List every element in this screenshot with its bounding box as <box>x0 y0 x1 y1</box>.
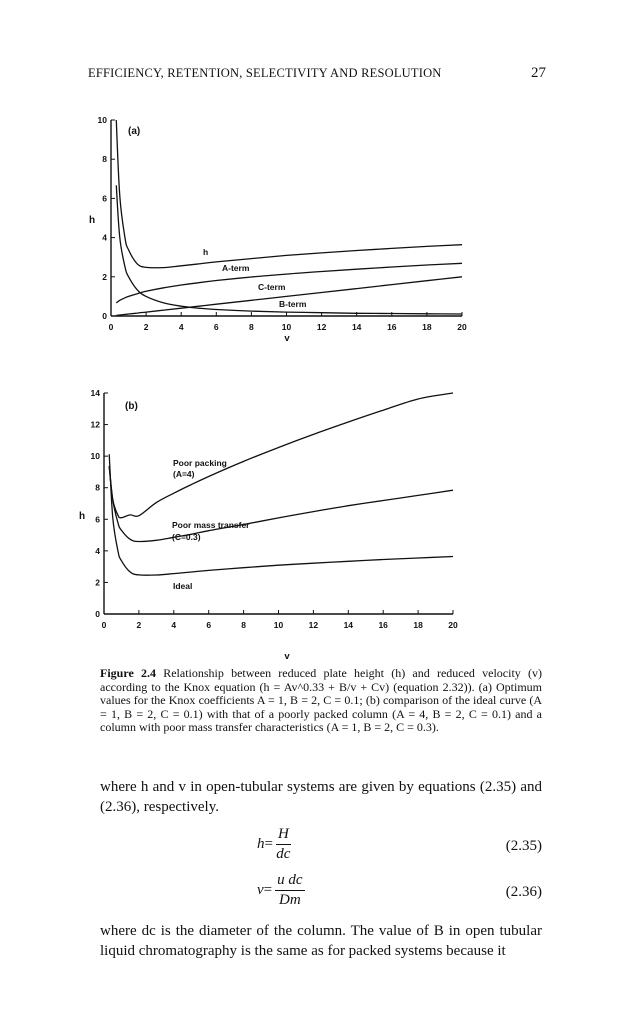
page-number: 27 <box>531 65 546 81</box>
running-header <box>0 66 638 86</box>
x-tick-label: 2 <box>136 620 142 630</box>
eq2-lhs: v <box>257 882 264 898</box>
series-line-b-term <box>116 185 462 314</box>
body-paragraph-2: where dc is the diameter of the column. The value of B in open tubular liquid chromatography is the same as for packed systems because it <box>100 923 542 959</box>
y-tick-label: 0 <box>102 311 107 321</box>
x-tick-label: 0 <box>101 620 107 630</box>
equation-2-36 <box>100 872 542 918</box>
figure-caption <box>100 667 542 735</box>
running-head: EFFICIENCY, RETENTION, SELECTIVITY AND RESOLUTION <box>88 66 442 80</box>
series-line-poor-packing-a-4 <box>109 393 453 518</box>
eq2-denominator: Dm <box>279 892 301 908</box>
curve-label-poor-packing-1: Poor packing <box>173 458 227 468</box>
y-tick-label: 8 <box>95 482 100 493</box>
x-tick-label: 18 <box>413 620 423 630</box>
x-tick-label: 2 <box>143 322 149 332</box>
curve-label-c-term: C-term <box>258 282 286 292</box>
series-line-poor-mass-transfer-c-0-3 <box>109 466 453 541</box>
x-axis-label: v <box>284 333 290 344</box>
body-paragraph-1: where h and v in open-tubular systems are given by equations (2.35) and (2.36), respectively. <box>100 779 542 815</box>
eq1-equals: = <box>264 836 273 852</box>
y-tick-label: 6 <box>102 193 107 204</box>
curve-label-h: h <box>203 247 209 257</box>
x-tick-label: 4 <box>178 322 184 332</box>
eq2-fraction <box>275 872 304 909</box>
x-tick-label: 14 <box>351 322 362 332</box>
x-tick-label: 6 <box>213 322 219 332</box>
x-tick-label: 8 <box>249 322 254 332</box>
x-tick-label: 20 <box>448 620 458 630</box>
x-tick-label: 20 <box>457 322 467 332</box>
y-tick-label: 6 <box>95 514 100 525</box>
x-tick-label: 12 <box>316 322 327 332</box>
eq2-equals: = <box>263 882 273 898</box>
y-tick-label: 0 <box>95 609 100 619</box>
x-tick-label: 12 <box>308 620 319 630</box>
y-tick-label: 2 <box>95 577 100 588</box>
curve-label-poor-mass-2: (C=0.3) <box>172 532 201 542</box>
x-tick-label: 4 <box>171 620 177 630</box>
x-tick-label: 10 <box>281 322 292 332</box>
curve-label-ideal: Ideal <box>173 581 193 591</box>
curve-label-b-term: B-term <box>279 299 307 309</box>
x-tick-label: 6 <box>206 620 212 630</box>
x-tick-label: 0 <box>108 322 114 332</box>
eq1-numerator: H <box>276 826 291 845</box>
x-tick-label: 8 <box>241 620 246 630</box>
y-tick-label: 14 <box>90 388 100 398</box>
eq1-number: (2.35) <box>505 838 542 854</box>
y-tick-label: 4 <box>95 545 100 556</box>
x-tick-label: 18 <box>422 322 432 332</box>
y-tick-label: 2 <box>102 271 107 282</box>
panel-label: (b) <box>125 401 138 412</box>
series-line-ideal <box>109 454 453 575</box>
x-tick-label: 16 <box>387 322 397 332</box>
series-line-h <box>116 120 462 268</box>
y-tick-label: 12 <box>90 419 100 430</box>
eq1-denominator: dc <box>276 846 291 862</box>
eq2-number: (2.36) <box>505 884 542 900</box>
equation-2-35 <box>100 826 542 872</box>
figure-panel-b <box>0 382 638 662</box>
y-axis-label: h <box>78 511 86 522</box>
y-tick-label: 8 <box>102 154 107 165</box>
y-tick-label: 4 <box>102 232 107 243</box>
curve-label-poor-mass-1: Poor mass transfer <box>172 520 250 530</box>
x-tick-label: 14 <box>343 620 354 630</box>
series-line-c-term <box>116 277 462 316</box>
curve-label-poor-packing-2: (A=4) <box>173 469 195 479</box>
figure-panel-a <box>0 105 638 355</box>
caption-text: Relationship between reduced plate height (h) and reduced velocity (v) according to the Knox equation (h = Av^0.33 + B/v + Cv) (equation 2.32)). (a) Optimum values for the Knox coefficients A = 1, B = 2, C = 0.1; (b) comparison of the ideal curve (A = 1, B = 2, C = 0.1) with that of a poorly packed column (A = 4, B = 2, C = 0.1) and a column with poor mass transfer characteristics (A = 1, B = 2, C = 0.3). <box>100 666 543 735</box>
eq1-fraction <box>276 826 291 863</box>
eq1-lhs: h <box>257 836 265 852</box>
panel-label: (a) <box>128 126 141 137</box>
y-tick-label: 10 <box>90 451 100 462</box>
x-axis-label: v <box>284 651 290 662</box>
x-tick-label: 16 <box>378 620 388 630</box>
figure-label: Figure 2.4 <box>100 666 156 680</box>
y-axis-label: h <box>88 215 96 226</box>
curve-label-a-term: A-term <box>222 263 250 273</box>
y-tick-label: 10 <box>97 115 107 125</box>
x-tick-label: 10 <box>273 620 284 630</box>
eq2-numerator: u dc <box>275 872 304 891</box>
